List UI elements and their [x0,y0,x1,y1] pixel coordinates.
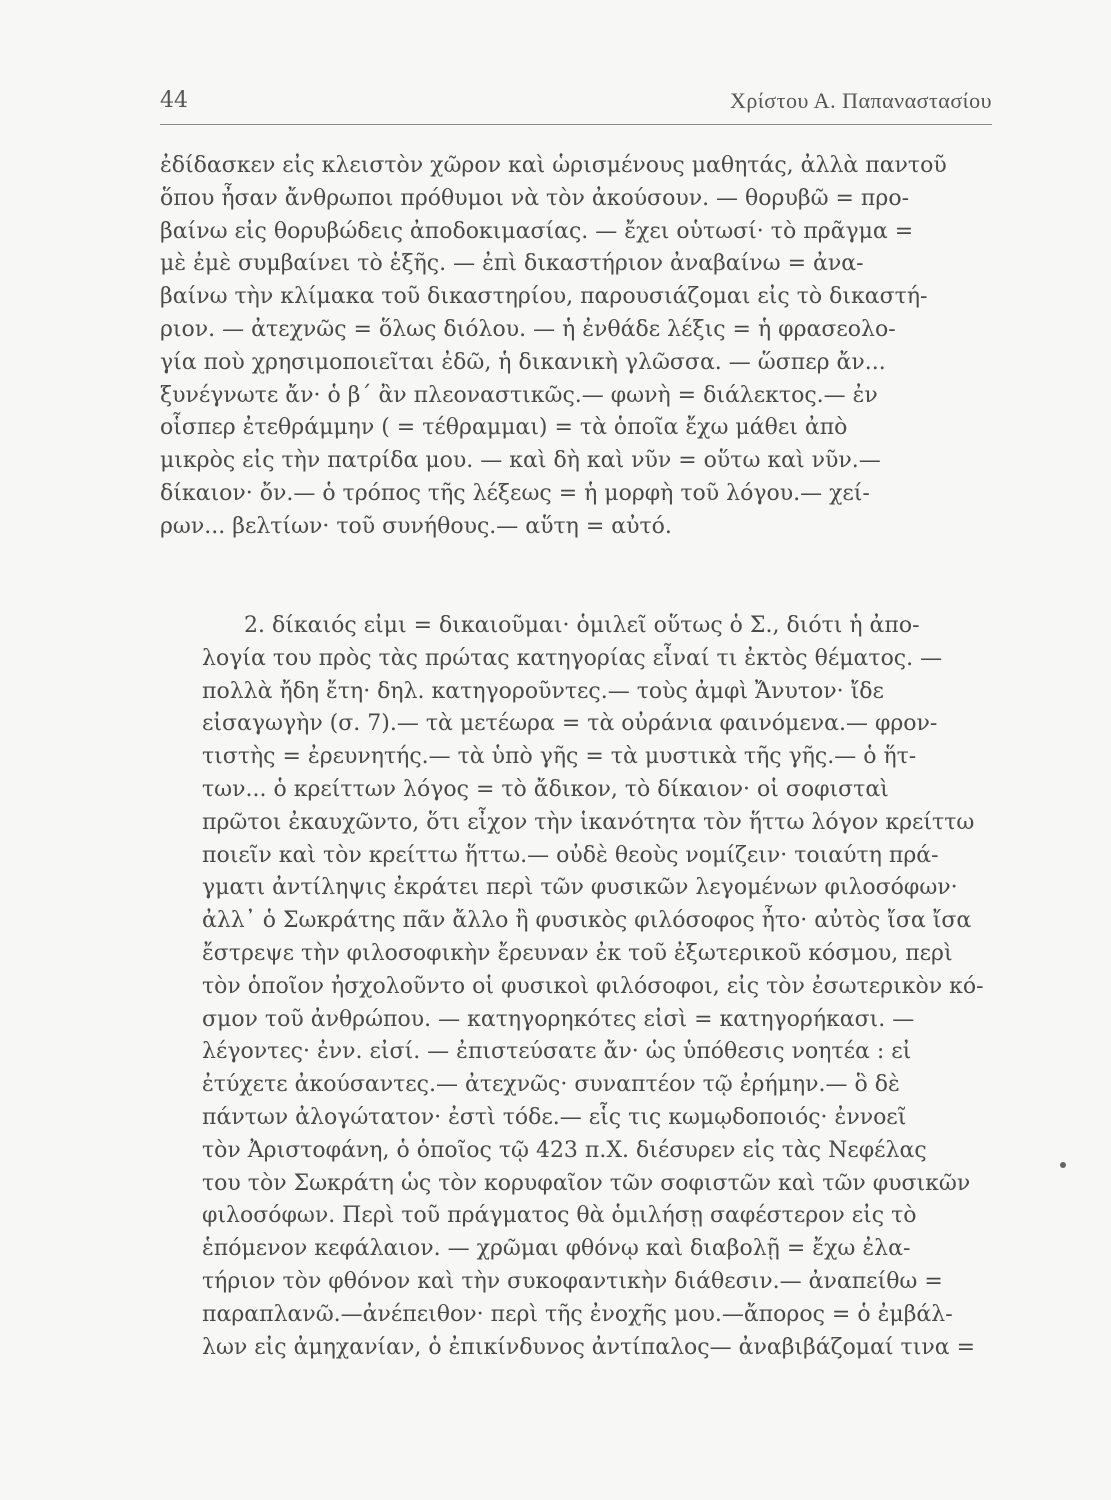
text-line: σμον τοῦ ἀνθρώπου. — κατηγορηκότες εἰσὶ = κατηγορήκασι. — [202,1006,915,1032]
text-line: εἰσαγωγὴν (σ. 7).— τὰ μετέωρα = τὰ οὐράνια φαινόμενα.— φρον- [202,711,938,737]
text-line: ἔστρεψε τὴν φιλοσοφικὴν ἔρευναν ἐκ τοῦ ἐξωτερικοῦ κόσμου, περὶ [202,940,953,966]
paragraph-commentary-1 [160,150,992,544]
text-line: ξυνέγνωτε ἄν· ὁ β΄ ἂν πλεοναστικῶς.— φωνὴ = διάλεκτος.— ἐν [160,382,878,408]
running-head [160,88,992,118]
text-line: ἑπόμενον κεφάλαιον. — χρῶμαι φθόνῳ καὶ διαβολῇ = ἔχω ἐλα- [202,1236,911,1262]
text-line: ἐτύχετε ἀκούσαντες.— ἀτεχνῶς· συναπτέον τῷ ἐρήμην.— ὃ δὲ [202,1072,900,1098]
text-line: ἐδίδασκεν εἰς κλειστὸν χῶρον καὶ ὡρισμένους μαθητάς, ἀλλὰ παντοῦ [160,153,947,178]
text-line: τὸν ὁποῖον ἠσχολοῦντο οἱ φυσικοὶ φιλόσοφοι, εἰς τὸν ἐσωτερικὸν κό- [202,973,984,999]
text-line: ἀλλ᾽ ὁ Σωκράτης πᾶν ἄλλο ἢ φυσικὸς φιλόσοφος ἦτο· αὐτὸς ἴσα ἴσα [202,908,972,934]
text-line: 2. δίκαιός εἰμι = δικαιοῦμαι· ὁμιλεῖ οὕτως ὁ Σ., διότι ἡ ἀπο- [244,613,920,638]
text-line: παραπλανῶ.—ἀνέπειθον· περὶ τῆς ἐνοχῆς μου.—ἄπορος = ὁ ἐμβάλ- [202,1301,953,1327]
text-line: ποιεῖν καὶ τὸν κρείττω ἥττω.— οὐδὲ θεοὺς νομίζειν· τοιαύτη πρά- [202,842,939,868]
text-line: μὲ ἐμὲ συμβαίνει τὸ ἑξῆς. — ἐπὶ δικαστήριον ἀναβαίνω = ἀνα- [160,251,864,277]
text-line: των... ὁ κρείττων λόγος = τὸ ἄδικον, τὸ δίκαιον· οἱ σοφισταὶ [202,776,889,802]
text-line: ριον. — ἀτεχνῶς = ὅλως διόλου. — ἡ ἐνθάδε λέξις = ἡ φρασεολο- [160,316,896,342]
text-line: βαίνω τὴν κλίμακα τοῦ δικαστηρίου, παρουσιάζομαι εἰς τὸ δικαστή- [160,284,928,310]
text-line: μικρὸς εἰς τὴν πατρίδα μου. — καὶ δὴ καὶ νῦν = οὕτω καὶ νῦν.— [160,448,881,474]
running-title: Χρίστου Α. Παπαναστασίου [730,88,992,113]
text-line: τὸν Ἀριστοφάνη, ὁ ὁποῖος τῷ 423 π.Χ. διέσυρεν εἰς τὰς Νεφέλας [202,1137,927,1163]
text-line: πρῶτοι ἐκαυχῶντο, ὅτι εἶχον τὴν ἱκανότητα τὸν ἥττω λόγον κρείττω [202,809,975,835]
margin-dot-mark [1060,1162,1066,1168]
paragraph-commentary-2 [160,610,992,1364]
text-line: πάντων ἀλογώτατον· ἐστὶ τόδε.— εἷς τις κωμῳδοποιός· ἐννοεῖ [202,1104,907,1130]
page-number: 44 [160,88,188,113]
header-rule [160,124,992,125]
text-line: βαίνω εἰς θορυβώδεις ἀποδοκιμασίας. — ἔχει οὑτωσί· τὸ πρᾶγμα = [160,218,914,244]
text-line: δίκαιον· ὄν.— ὁ τρόπος τῆς λέξεως = ἡ μορφὴ τοῦ λόγου.— χεί- [160,480,870,506]
text-line: λογία του πρὸς τὰς πρώτας κατηγορίας εἶναί τι ἐκτὸς θέματος. — [202,645,943,671]
text-line: πολλὰ ἤδη ἔτη· δηλ. κατηγοροῦντες.— τοὺς ἀμφὶ Ἄνυτον· ἴδε [202,678,884,704]
text-line: γματι ἀντίληψις ἐκράτει περὶ τῶν φυσικῶν λεγομένων φιλοσόφων· [202,875,958,901]
text-line: λων εἰς ἀμηχανίαν, ὁ ἐπικίνδυνος ἀντίπαλος— ἀναβιβάζομαί τινα = [202,1334,976,1360]
text-line: φιλοσόφων. Περὶ τοῦ πράγματος θὰ ὁμιλήσῃ σαφέστερον εἰς τὸ [202,1203,917,1229]
text-line: ρων... βελτίων· τοῦ συνήθους.— αὕτη = αὐτό. [160,513,672,539]
text-line: τήριον τὸν φθόνον καὶ τὴν συκοφαντικὴν διάθεσιν.— ἀναπείθω = [202,1268,943,1294]
text-line: του τὸν Σωκράτη ὡς τὸν κορυφαῖον τῶν σοφιστῶν καὶ τῶν φυσικῶν [202,1170,971,1196]
text-line: λέγοντες· ἐνν. εἰσί. — ἐπιστεύσατε ἄν· ὡς ὑπόθεσις νοητέα : εἰ [202,1039,912,1065]
text-line: τιστὴς = ἐρευνητής.— τὰ ὑπὸ γῆς = τὰ μυστικὰ τῆς γῆς.— ὁ ἥτ- [202,744,917,770]
text-line: γία ποὺ χρησιμοποιεῖται ἐδῶ, ἡ δικανικὴ γλῶσσα. — ὥσπερ ἄν... [160,349,886,375]
text-line: οἷσπερ ἐτεθράμμην ( = τέθραμμαι) = τὰ ὁποῖα ἔχω μάθει ἀπὸ [160,415,848,441]
text-line: ὅπου ἦσαν ἄνθρωποι πρόθυμοι νὰ τὸν ἀκούσουν. — θορυβῶ = προ- [160,185,909,211]
